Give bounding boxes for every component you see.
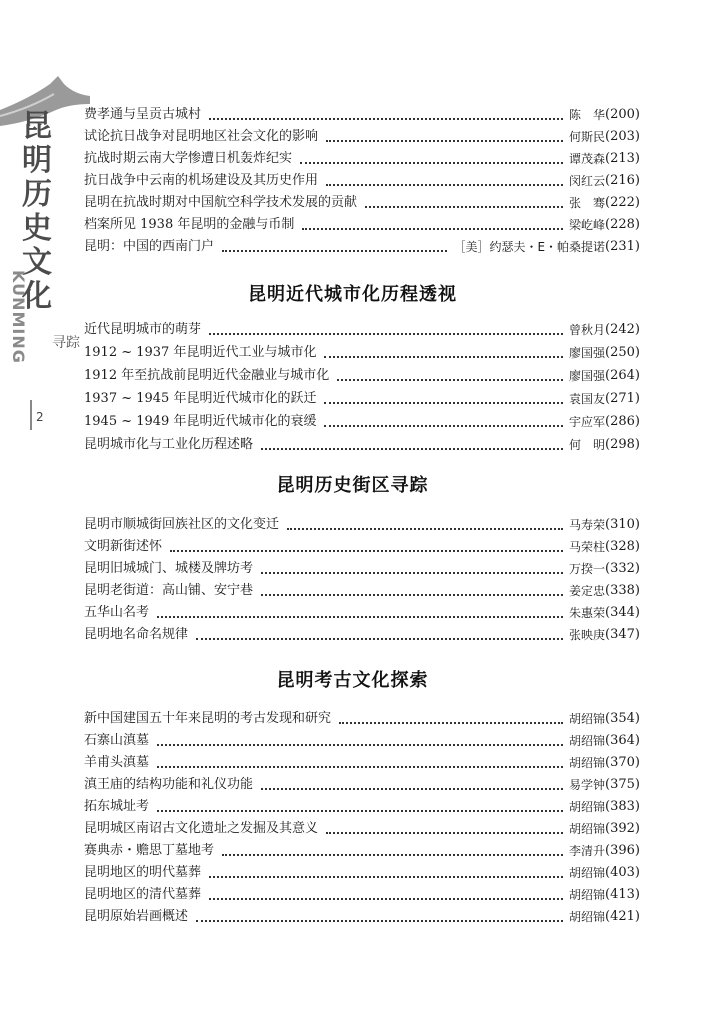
dot-leader <box>209 876 563 878</box>
dot-leader <box>324 356 563 358</box>
entry-page: (231) <box>605 239 640 254</box>
dot-leader <box>300 162 563 164</box>
entry-page: (364) <box>605 733 640 748</box>
dot-leader <box>157 766 563 768</box>
entry-page: (250) <box>605 345 640 360</box>
toc-entry[interactable] <box>84 603 640 623</box>
toc-entry[interactable] <box>84 412 640 432</box>
entry-author: 胡绍锦 <box>569 756 606 770</box>
entry-author: 袁国友 <box>569 392 606 406</box>
entry-page: (222) <box>605 195 640 210</box>
entry-page: (203) <box>605 129 640 144</box>
entry-title: 昆明旧城城门、城楼及牌坊考 <box>84 561 254 576</box>
entry-author: 梁屹峰 <box>569 218 606 232</box>
dot-leader <box>170 550 563 552</box>
entry-author: 张映庚 <box>569 628 606 642</box>
entry-page: (216) <box>605 173 640 188</box>
toc-entry[interactable] <box>84 435 640 455</box>
entry-page: (271) <box>605 391 640 406</box>
toc-entry[interactable] <box>84 127 640 147</box>
dot-leader <box>287 528 563 530</box>
entry-author: 廖国强 <box>569 346 606 360</box>
toc-entry[interactable] <box>84 863 640 883</box>
entry-page: (298) <box>605 437 640 452</box>
entry-page: (354) <box>605 711 640 726</box>
entry-page: (383) <box>605 799 640 814</box>
entry-page: (392) <box>605 821 640 836</box>
entry-author: 马寿荣 <box>569 518 606 532</box>
entry-title: 羊甫头滇墓 <box>84 755 150 770</box>
dot-leader <box>157 616 563 618</box>
book-masthead <box>0 70 92 424</box>
dot-leader <box>326 832 563 834</box>
toc-entry[interactable] <box>84 797 640 817</box>
entry-title: 近代昆明城市的萌芽 <box>84 322 202 337</box>
dot-leader <box>196 920 563 922</box>
entry-author: 胡绍锦 <box>569 712 606 726</box>
entry-page: (370) <box>605 755 640 770</box>
entry-title: 新中国建国五十年来昆明的考古发现和研究 <box>84 711 332 726</box>
dot-leader <box>196 638 563 640</box>
toc-entry[interactable] <box>84 775 640 795</box>
toc-entry[interactable] <box>84 343 640 363</box>
entry-page: (396) <box>605 843 640 858</box>
entry-page: (413) <box>605 887 640 902</box>
entry-author: 张 骞 <box>569 196 606 210</box>
dot-leader <box>209 333 563 335</box>
entry-author: 陈 华 <box>569 108 606 122</box>
toc-entry[interactable] <box>84 841 640 861</box>
dot-leader <box>365 206 563 208</box>
entry-title: 昆明市顺城街回族社区的文化变迁 <box>84 517 280 532</box>
toc-entry[interactable] <box>84 581 640 601</box>
toc-entry[interactable] <box>84 237 640 257</box>
toc-entry[interactable] <box>84 625 640 645</box>
toc-entry[interactable] <box>84 320 640 340</box>
entry-author: 曾秋月 <box>569 323 606 337</box>
entry-title: 拓东城址考 <box>84 799 150 814</box>
dot-leader <box>261 788 563 790</box>
toc-entry[interactable] <box>84 149 640 169</box>
toc-entry[interactable] <box>84 215 640 235</box>
entry-title: 1945 ~ 1949 年昆明近代城市化的衰缓 <box>84 414 317 429</box>
entry-title: 昆明城区南诏古文化遗址之发掘及其意义 <box>84 821 319 836</box>
dot-leader <box>324 425 563 427</box>
dot-leader <box>209 118 563 120</box>
dot-leader <box>302 228 563 230</box>
toc-entry[interactable] <box>84 559 640 579</box>
entry-author: 姜定忠 <box>569 584 606 598</box>
toc-entry[interactable] <box>84 907 640 927</box>
entry-author: ［美］约瑟夫・E・帕桑提诺 <box>453 240 606 254</box>
entry-title: 石寨山滇墓 <box>84 733 150 748</box>
toc-entry[interactable] <box>84 171 640 191</box>
entry-author: 马荣柱 <box>569 540 606 554</box>
entry-title: 费孝通与呈贡古城村 <box>84 107 202 122</box>
entry-page: (286) <box>605 414 640 429</box>
entry-page: (200) <box>605 107 640 122</box>
entry-page: (328) <box>605 539 640 554</box>
entry-author: 胡绍锦 <box>569 734 606 748</box>
entry-title: 昆明地名命名规律 <box>84 627 189 642</box>
section-heading: 昆明历史街区寻踪 <box>276 475 429 496</box>
entry-page: (347) <box>605 627 640 642</box>
series-subtitle: 寻踪 <box>52 335 80 351</box>
entry-page: (264) <box>605 368 640 383</box>
series-title-en: KUNMING <box>9 270 28 364</box>
toc-entry[interactable] <box>84 819 640 839</box>
entry-title: 昆明在抗战时期对中国航空科学技术发展的贡献 <box>84 195 358 210</box>
toc-entry[interactable] <box>84 537 640 557</box>
entry-page: (242) <box>605 322 640 337</box>
section-heading: 昆明近代城市化历程透视 <box>248 284 457 305</box>
entry-title: 赛典赤・赡思丁墓地考 <box>84 843 215 858</box>
dot-leader <box>261 594 563 596</box>
entry-title: 五华山名考 <box>84 605 150 620</box>
toc-entry[interactable] <box>84 753 640 773</box>
entry-author: 胡绍锦 <box>569 910 606 924</box>
page-number: 2 <box>36 410 44 424</box>
toc-entry[interactable] <box>84 515 640 535</box>
entry-title: 昆明老街道：高山铺、安宁巷 <box>84 583 254 598</box>
entry-title: 昆明原始岩画概述 <box>84 909 189 924</box>
toc-entry[interactable] <box>84 885 640 905</box>
dot-leader <box>337 379 563 381</box>
entry-page: (228) <box>605 217 640 232</box>
entry-title: 抗日战争中云南的机场建设及其历史作用 <box>84 173 319 188</box>
entry-title: 昆明地区的明代墓葬 <box>84 865 202 880</box>
entry-author: 谭茂森 <box>569 152 606 166</box>
entry-author: 万揆一 <box>569 562 606 576</box>
entry-title: 档案所见 1938 年昆明的金融与币制 <box>84 217 295 232</box>
dot-leader <box>222 250 447 252</box>
dot-leader <box>326 184 563 186</box>
entry-author: 易学钟 <box>569 778 606 792</box>
dot-leader <box>157 744 563 746</box>
dot-leader <box>339 722 563 724</box>
toc-entry[interactable] <box>84 731 640 751</box>
entry-title: 文明新街述怀 <box>84 539 163 554</box>
toc-entry[interactable] <box>84 366 640 386</box>
section-heading: 昆明考古文化探索 <box>276 670 429 691</box>
toc-entry[interactable] <box>84 105 640 125</box>
entry-author: 宇应军 <box>569 415 606 429</box>
entry-author: 何 明 <box>569 438 606 452</box>
entry-page: (375) <box>605 777 640 792</box>
entry-author: 李清升 <box>569 844 606 858</box>
dot-leader <box>209 898 563 900</box>
entry-title: 1937 ~ 1945 年昆明近代城市化的跃迁 <box>84 391 317 406</box>
entry-author: 廖国强 <box>569 369 606 383</box>
toc-entry[interactable] <box>84 709 640 729</box>
entry-title: 1912 ~ 1937 年昆明近代工业与城市化 <box>84 345 317 360</box>
entry-page: (332) <box>605 561 640 576</box>
dot-leader <box>222 854 563 856</box>
entry-author: 闵红云 <box>569 174 606 188</box>
entry-title: 试论抗日战争对昆明地区社会文化的影响 <box>84 129 319 144</box>
entry-author: 胡绍锦 <box>569 866 606 880</box>
toc-entry[interactable] <box>84 389 640 409</box>
entry-author: 胡绍锦 <box>569 800 606 814</box>
entry-page: (344) <box>605 605 640 620</box>
entry-page: (403) <box>605 865 640 880</box>
entry-title: 滇王庙的结构功能和礼仪功能 <box>84 777 254 792</box>
entry-title: 昆明：中国的西南门户 <box>84 239 215 254</box>
entry-title: 抗战时期云南大学惨遭日机轰炸纪实 <box>84 151 293 166</box>
dot-leader <box>261 448 563 450</box>
entry-page: (213) <box>605 151 640 166</box>
entry-page: (310) <box>605 517 640 532</box>
dot-leader <box>326 140 563 142</box>
entry-title: 昆明城市化与工业化历程述略 <box>84 437 254 452</box>
entry-page: (421) <box>605 909 640 924</box>
entry-author: 何斯民 <box>569 130 606 144</box>
entry-title: 昆明地区的清代墓葬 <box>84 887 202 902</box>
dot-leader <box>261 572 563 574</box>
dot-leader <box>157 810 563 812</box>
toc-entry[interactable] <box>84 193 640 213</box>
series-title-cn: 昆明历史文化 <box>22 109 52 314</box>
entry-author: 胡绍锦 <box>569 822 606 836</box>
entry-page: (338) <box>605 583 640 598</box>
entry-author: 朱惠荣 <box>569 606 606 620</box>
entry-title: 1912 年至抗战前昆明近代金融业与城市化 <box>84 368 330 383</box>
side-divider <box>30 400 32 430</box>
entry-author: 胡绍锦 <box>569 888 606 902</box>
dot-leader <box>324 402 563 404</box>
